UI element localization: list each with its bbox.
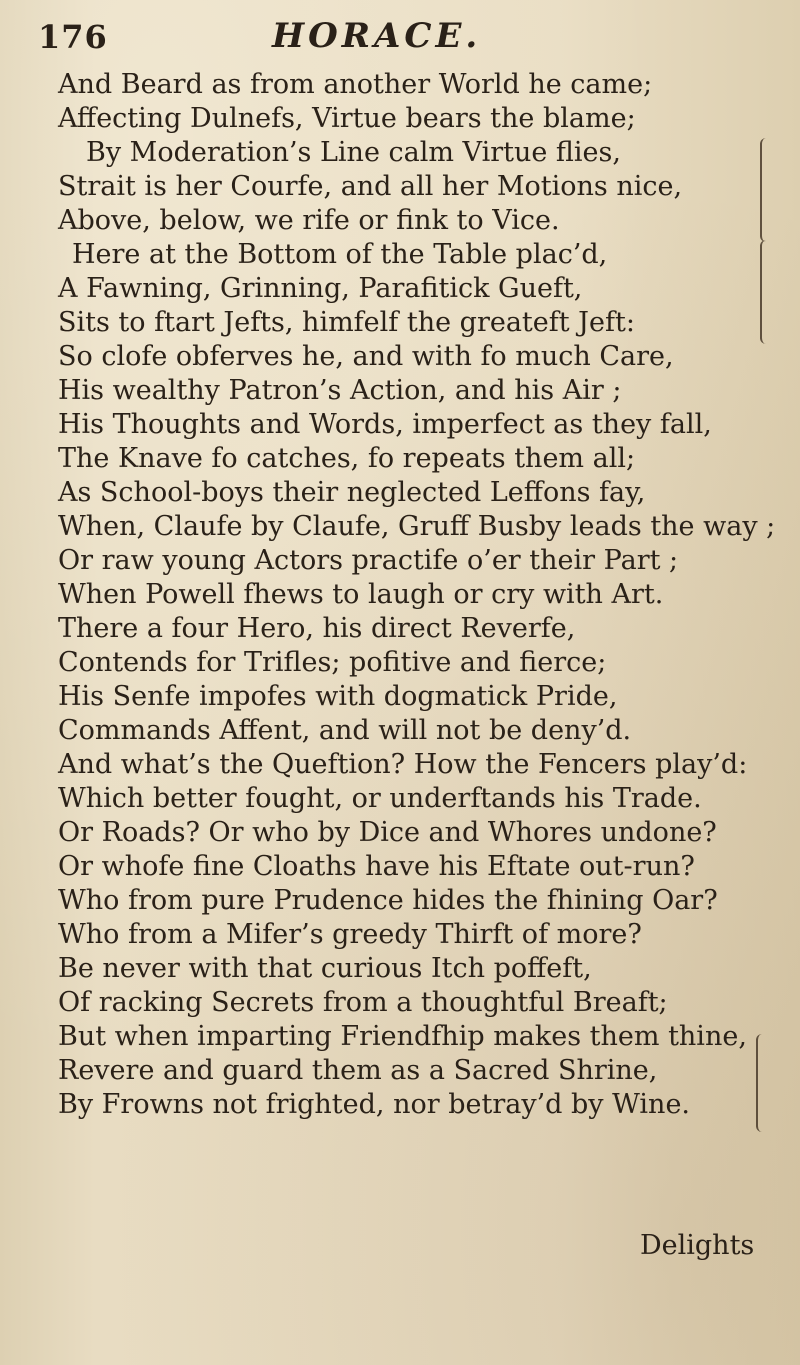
poem-line: Here at the Bottom of the Table plac’d, [72, 239, 608, 270]
poem-line: Sits to ftart Jefts, himfelf the greateft Jeft: [58, 307, 635, 338]
running-head: HORACE. [272, 16, 482, 56]
poem-line: A Fawning, Grinning, Parafitick Gueft, [58, 273, 583, 304]
triplet-brace [760, 240, 772, 344]
poem-line: Who from a Mifer’s greedy Thirft of more? [58, 919, 642, 950]
poem-line: Commands Affent, and will not be deny’d. [58, 715, 632, 746]
poem-line: Who from pure Prudence hides the fhining Oar? [58, 885, 718, 916]
poem-line: Or Roads? Or who by Dice and Whores undone? [58, 817, 717, 848]
page-number: 176 [38, 18, 108, 56]
poem-line: His Senfe impofes with dogmatick Pride, [58, 681, 618, 712]
triplet-brace [760, 138, 772, 242]
poem-line: Be never with that curious Itch poffeft, [58, 953, 592, 984]
poem-line: When Powell fhews to laugh or cry with Art. [58, 579, 664, 610]
poem-line: So clofe obferves he, and with fo much Care, [58, 341, 674, 372]
poem-line: Affecting Dulnefs, Virtue bears the blame; [58, 103, 636, 134]
poem-line: Strait is her Courfe, and all her Motions nice, [58, 171, 683, 202]
poem-line: The Knave fo catches, fo repeats them all; [58, 443, 636, 474]
poem-line: But when imparting Friendfhip makes them thine, [58, 1021, 747, 1052]
poem-line: His wealthy Patron’s Action, and his Air ; [58, 375, 622, 406]
poem-line: Or whofe fine Cloaths have his Eftate out-run? [58, 851, 695, 882]
poem-line: There a four Hero, his direct Reverfe, [58, 613, 576, 644]
poem-line: Contends for Trifles; pofitive and fierce; [58, 647, 607, 678]
poem-line: And Beard as from another World he came; [58, 69, 653, 100]
poem-line: When, Claufe by Claufe, Gruff Busby leads the way ; [58, 511, 776, 542]
poem-line: And what’s the Queftion? How the Fencers play’d: [58, 749, 748, 780]
triplet-brace [756, 1034, 768, 1132]
poem-line: Of racking Secrets from a thoughtful Breaft; [58, 987, 668, 1018]
poem-line: By Moderation’s Line calm Virtue flies, [86, 137, 621, 168]
poem-line: By Frowns not frighted, nor betray’d by Wine. [58, 1089, 691, 1120]
page-header [0, 14, 800, 58]
poem-line: Above, below, we rife or fink to Vice. [58, 205, 560, 236]
catchword: Delights [640, 1230, 755, 1261]
poem-line: Revere and guard them as a Sacred Shrine, [58, 1055, 658, 1086]
poem-line: As School-boys their neglected Leffons fay, [58, 477, 646, 508]
poem-line: Which better fought, or underftands his Trade. [58, 783, 702, 814]
poem-line: Or raw young Actors practife o’er their Part ; [58, 545, 679, 576]
poem-line: His Thoughts and Words, imperfect as they fall, [58, 409, 712, 440]
